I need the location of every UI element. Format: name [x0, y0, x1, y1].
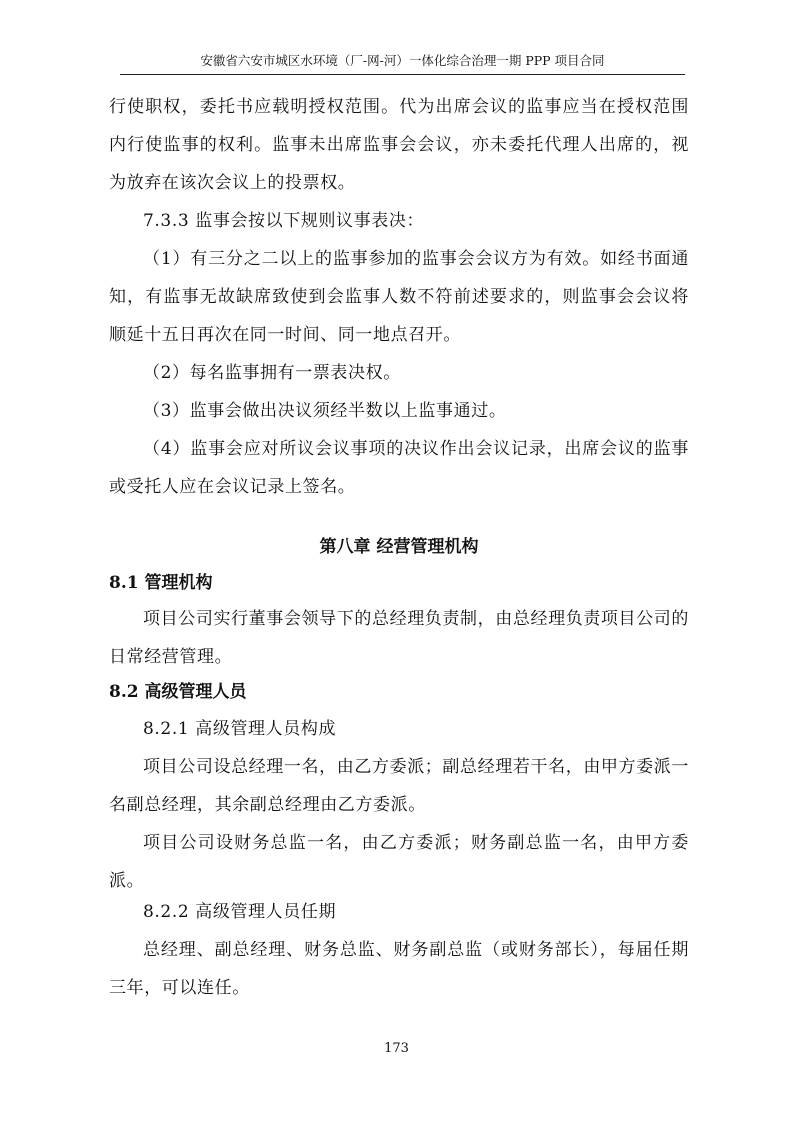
- chapter-title: 第八章 经营管理机构: [319, 537, 479, 557]
- paragraph-term-of-office: 总经理、副总经理、财务总监、财务副总监（或财务部长），每届任期三年，可以连任。: [109, 940, 689, 998]
- rule-item-1: （1）有三分之二以上的监事参加的监事会会议方为有效。如经书面通知，有监事无故缺席致使到会监事人数不符前述要求的，则监事会会议将顺延十五日再次在同一时间、同一地点召开。: [109, 249, 689, 345]
- page-number: 173: [384, 1041, 409, 1056]
- rule-item-3: （3）监事会做出决议须经半数以上监事通过。: [143, 401, 507, 421]
- document-header: 安徽省六安市城区水环境（厂-网-河）一体化综合治理一期 PPP 项目合同: [200, 53, 605, 68]
- clause-8-2-1: 8.2.1 高级管理人员构成: [143, 719, 337, 739]
- paragraph-finance-director: 项目公司设财务总监一名，由乙方委派；财务副总监一名，由甲方委派。: [109, 833, 689, 891]
- rule-item-2: （2）每名监事拥有一票表决权。: [143, 363, 401, 383]
- section-heading-8-2: 8.2 高级管理人员: [109, 682, 247, 702]
- paragraph-general-manager: 项目公司设总经理一名，由乙方委派；副总经理若干名，由甲方委派一名副总经理，其余副总经理由乙方委派。: [109, 757, 689, 815]
- clause-7-3-3: 7.3.3 监事会按以下规则议事表决：: [143, 211, 425, 231]
- section-heading-8-1: 8.1 管理机构: [109, 573, 213, 593]
- rule-item-4: （4）监事会应对所议会议事项的决议作出会议记录，出席会议的监事或受托人应在会议记录上签名。: [109, 439, 689, 497]
- paragraph-proxy-authority: 行使职权，委托书应载明授权范围。代为出席会议的监事应当在授权范围内行使监事的权利。监事未出席监事会会议，亦未委托代理人出席的，视为放弃在该次会议上的投票权。: [109, 97, 689, 193]
- clause-8-2-2: 8.2.2 高级管理人员任期: [143, 902, 337, 922]
- paragraph-management-system: 项目公司实行董事会领导下的总经理负责制，由总经理负责项目公司的日常经营管理。: [109, 609, 689, 667]
- header-divider: [120, 74, 685, 75]
